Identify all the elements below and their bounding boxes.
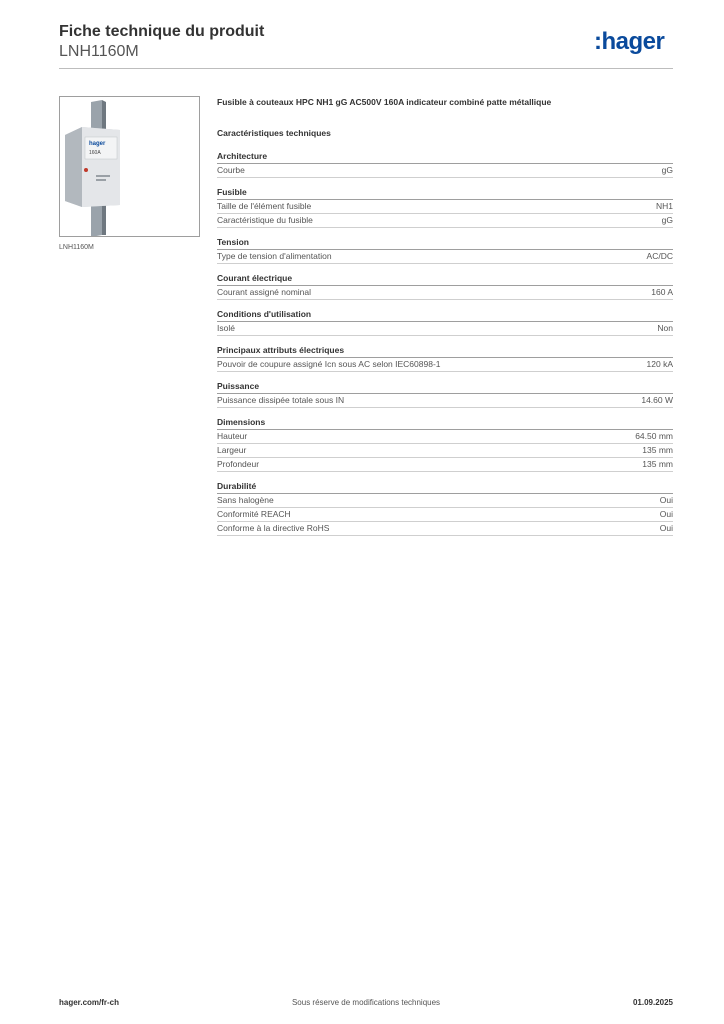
spec-value: 135 mm (642, 445, 673, 455)
spec-row (217, 394, 673, 408)
footer-disclaimer: Sous réserve de modifications techniques (291, 998, 441, 1007)
spec-label: Caractéristique du fusible (217, 215, 313, 225)
spec-content (217, 96, 673, 544)
svg-text:hager: hager (89, 141, 106, 147)
spec-value: 160 A (651, 287, 673, 297)
fuse-illustration (60, 97, 200, 237)
spec-value: gG (661, 165, 673, 175)
spec-value: NH1 (655, 201, 673, 211)
section-title: Dimensions (217, 416, 673, 430)
spec-row (217, 508, 673, 522)
spec-label: Conformité REACH (217, 509, 291, 519)
section-title: Conditions d'utilisation (217, 308, 673, 322)
section-title: Durabilité (217, 480, 673, 494)
spec-value: 120 kA (646, 359, 673, 369)
spec-value: Oui (659, 509, 673, 519)
product-description: Fusible à couteaux HPC NH1 gG AC500V 160A indicateur combiné patte métallique (217, 97, 552, 107)
section-title: Principaux attributs électriques (217, 344, 673, 358)
section-conditions (217, 308, 673, 336)
svg-text:160A: 160A (89, 150, 101, 156)
section-durabilite (217, 480, 673, 536)
spec-row (217, 250, 673, 264)
spec-row (217, 522, 673, 536)
spec-label: Sans halogène (217, 495, 274, 505)
spec-row (217, 430, 673, 444)
spec-label: Puissance dissipée totale sous IN (217, 395, 345, 405)
spec-label: Isolé (217, 323, 235, 333)
spec-row (217, 322, 673, 336)
section-fusible (217, 186, 673, 228)
page-header (59, 22, 264, 62)
spec-value: gG (661, 215, 673, 225)
spec-row (217, 444, 673, 458)
spec-label: Hauteur (217, 431, 248, 441)
spec-value: Oui (659, 495, 673, 505)
section-title: Puissance (217, 380, 673, 394)
spec-label: Taille de l'élément fusible (217, 201, 312, 211)
spec-value: Oui (659, 523, 673, 533)
spec-label: Largeur (217, 445, 247, 455)
section-title: Tension (217, 236, 673, 250)
spec-value: 135 mm (642, 459, 673, 469)
spec-value: Non (657, 323, 673, 333)
hager-logo (594, 26, 674, 56)
spec-label: Type de tension d'alimentation (217, 251, 332, 261)
footer-date: 01.09.2025 (632, 998, 673, 1007)
section-title: Courant électrique (217, 272, 673, 286)
spec-value: 64.50 mm (635, 431, 673, 441)
tech-specs-heading: Caractéristiques techniques (217, 128, 331, 138)
product-reference: LNH1160M (59, 43, 139, 60)
image-caption: LNH1160M (59, 244, 94, 251)
spec-row (217, 494, 673, 508)
spec-sections (217, 150, 673, 536)
spec-label: Courant assigné nominal (217, 287, 312, 297)
footer-website-link[interactable]: hager.com/fr-ch (59, 998, 120, 1007)
spec-value: 14.60 W (641, 395, 673, 405)
spec-label: Pouvoir de coupure assigné Icn sous AC selon IEC60898-1 (217, 359, 441, 369)
section-attributs (217, 344, 673, 372)
section-tension (217, 236, 673, 264)
header-divider (59, 68, 673, 69)
svg-text::hager: :hager (594, 28, 665, 55)
spec-row (217, 458, 673, 472)
spec-row (217, 214, 673, 228)
spec-label: Courbe (217, 165, 245, 175)
product-image (59, 96, 200, 237)
section-dimensions (217, 416, 673, 472)
section-architecture (217, 150, 673, 178)
page-title: Fiche technique du produit (59, 23, 265, 40)
section-puissance (217, 380, 673, 408)
spec-row (217, 164, 673, 178)
spec-label: Profondeur (217, 459, 260, 469)
spec-row (217, 358, 673, 372)
spec-row (217, 286, 673, 300)
section-title: Architecture (217, 150, 673, 164)
spec-value: AC/DC (646, 251, 673, 261)
section-title: Fusible (217, 186, 673, 200)
spec-row (217, 200, 673, 214)
section-courant (217, 272, 673, 300)
spec-label: Conforme à la directive RoHS (217, 523, 330, 533)
